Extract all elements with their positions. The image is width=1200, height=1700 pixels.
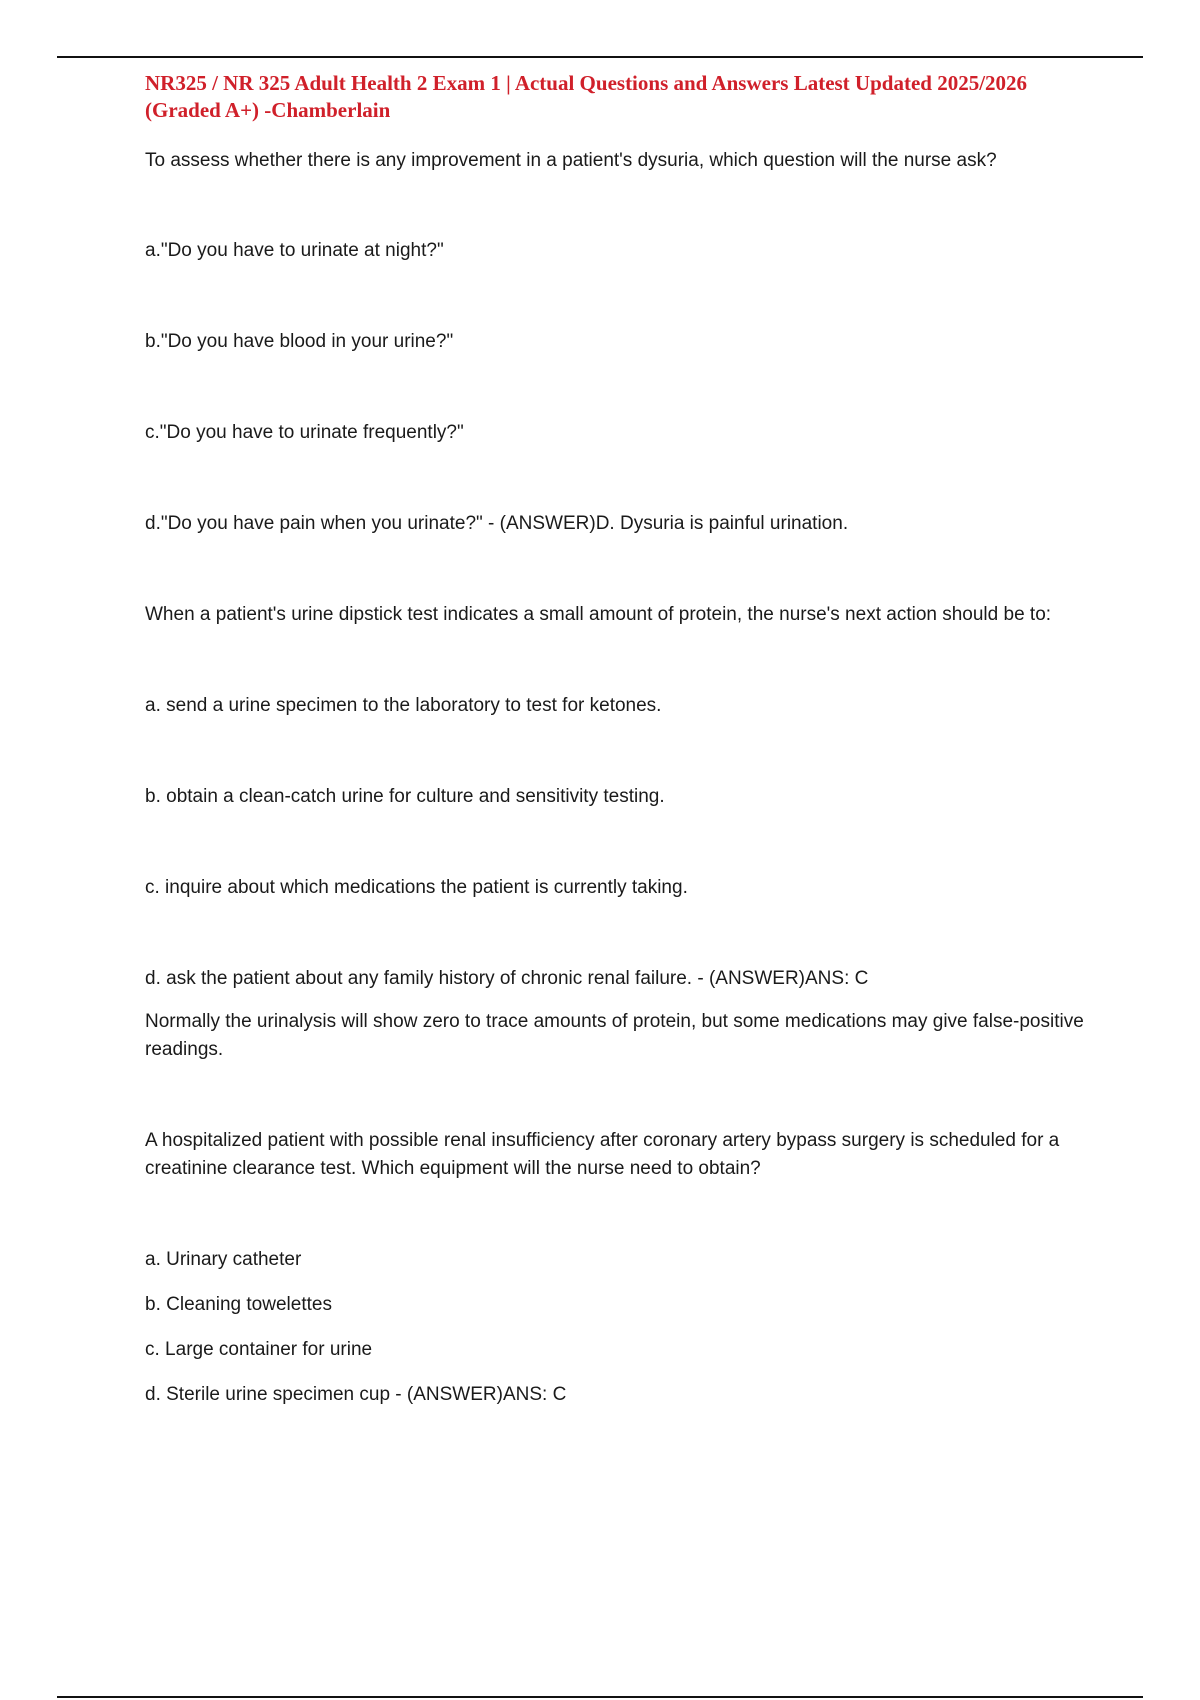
document-title: NR325 / NR 325 Adult Health 2 Exam 1 | Actual Questions and Answers Latest Updated 2025/2026 (Graded A+) -Chamberlain [145,71,1028,122]
question-1-stem: To assess whether there is any improvement in a patient's dysuria, which question will the nurse ask? [145,150,997,171]
question-2-option-b: b. obtain a clean-catch urine for culture and sensitivity testing. [145,786,665,807]
question-2-option-d: d. ask the patient about any family history of chronic renal failure. - (ANSWER)ANS: C [145,968,869,989]
question-2-option-a: a. send a urine specimen to the laboratory to test for ketones. [145,695,662,716]
question-1-option-c: c."Do you have to urinate frequently?" [145,422,464,443]
question-3-stem: A hospitalized patient with possible renal insufficiency after coronary artery bypass surgery is scheduled for a creatinine clearance test. Which equipment will the nurse need to obtain? [145,1130,1060,1179]
question-2-stem: When a patient's urine dipstick test indicates a small amount of protein, the nurse's next action should be to: [145,604,1052,625]
question-3-option-a: a. Urinary catheter [145,1249,302,1270]
top-rule [57,56,1143,58]
question-2-rationale: Normally the urinalysis will show zero to trace amounts of protein, but some medications may give false-positive readings. [145,1011,1084,1060]
question-1-option-b: b."Do you have blood in your urine?" [145,331,454,352]
question-1-option-d: d."Do you have pain when you urinate?" - (ANSWER)D. Dysuria is painful urination. [145,513,849,534]
bottom-rule [57,1696,1143,1698]
question-3-option-c: c. Large container for urine [145,1339,373,1360]
document-body [145,66,1085,1409]
question-1-option-a: a."Do you have to urinate at night?" [145,240,444,261]
question-3-option-b: b. Cleaning towelettes [145,1294,332,1315]
question-3-option-d: d. Sterile urine specimen cup - (ANSWER)ANS: C [145,1384,567,1405]
question-2-option-c: c. inquire about which medications the patient is currently taking. [145,877,688,898]
